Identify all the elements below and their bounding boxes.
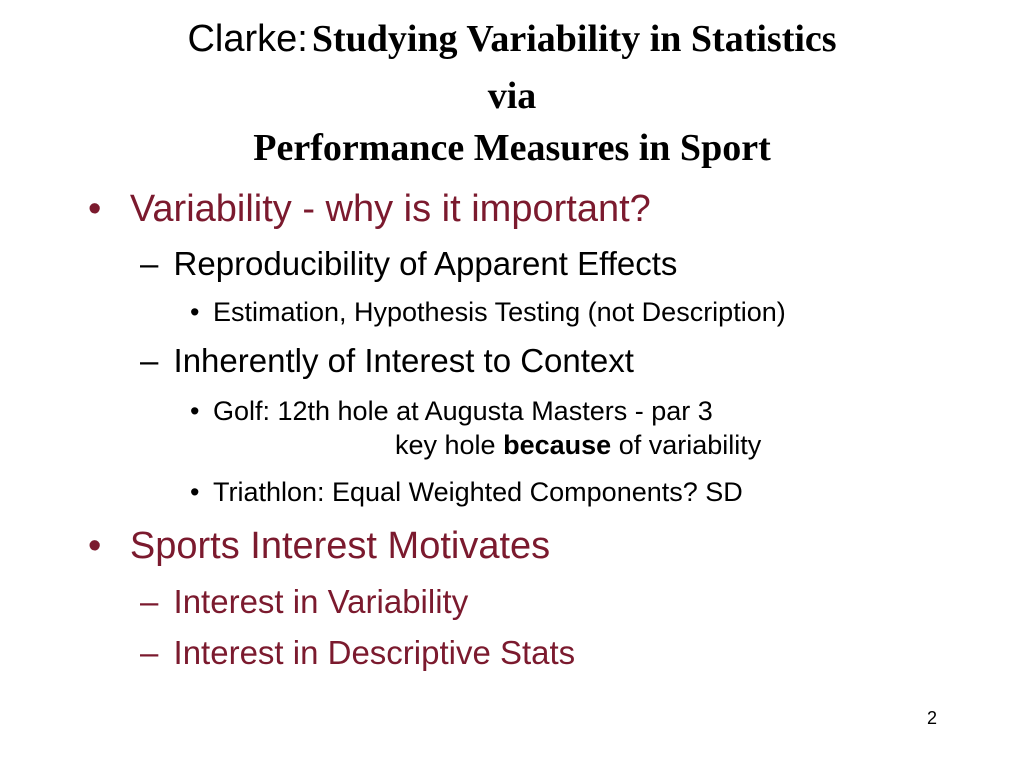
- sub-bullet-reproducibility: [140, 245, 677, 283]
- golf-line-2-pre: key hole: [395, 430, 496, 460]
- slide-title-line-1: [0, 17, 1024, 69]
- slide-title-line-3: [0, 126, 1024, 178]
- sub-sub-bullet-golf: [190, 396, 713, 427]
- bullet-text: Variability - why is it important?: [129, 188, 651, 230]
- bullet-marker: •: [88, 525, 102, 567]
- dash-marker: –: [140, 583, 159, 620]
- sub-bullet-text: Interest in Variability: [173, 583, 469, 620]
- slide-title-line-2: [0, 74, 1024, 126]
- dash-marker: –: [140, 342, 159, 379]
- sub-bullet-text: Interest in Descriptive Stats: [173, 634, 576, 671]
- golf-line-1: Golf: 12th hole at Augusta Masters - par 3: [212, 396, 713, 426]
- sub-bullet-inherently: [140, 342, 634, 380]
- bullet-text: Sports Interest Motivates: [129, 525, 551, 567]
- sub-sub-bullet-triathlon: [190, 477, 743, 508]
- title-prefix: Clarke:: [187, 18, 308, 60]
- sub-bullet-interest-variability: [140, 583, 468, 621]
- sub-sub-bullet-text: Triathlon: Equal Weighted Components? SD: [212, 477, 743, 507]
- title-sub: Performance Measures in Sport: [253, 127, 771, 169]
- golf-line-2-bold: because: [503, 430, 612, 460]
- sub-bullet-text: Reproducibility of Apparent Effects: [173, 245, 678, 282]
- golf-line-2: [395, 430, 761, 461]
- dash-marker: –: [140, 634, 159, 671]
- dash-marker: –: [140, 245, 159, 282]
- sub-sub-bullet-text: Estimation, Hypothesis Testing (not Description): [212, 297, 786, 327]
- page-number: 2: [926, 708, 937, 728]
- title-main: Studying Variability in Statistics: [311, 18, 837, 60]
- sub-sub-bullet-estimation: [190, 297, 786, 328]
- bullet-variability: [88, 188, 651, 231]
- sub-bullet-interest-descriptive: [140, 634, 575, 672]
- sub-bullet-text: Inherently of Interest to Context: [173, 342, 634, 379]
- bullet-marker: •: [190, 477, 200, 507]
- bullet-marker: •: [190, 396, 200, 426]
- golf-line-2-post: of variability: [618, 430, 762, 460]
- title-via: via: [487, 75, 537, 117]
- bullet-marker: •: [190, 297, 200, 327]
- bullet-marker: •: [88, 188, 102, 230]
- bullet-sports-interest: [88, 525, 550, 568]
